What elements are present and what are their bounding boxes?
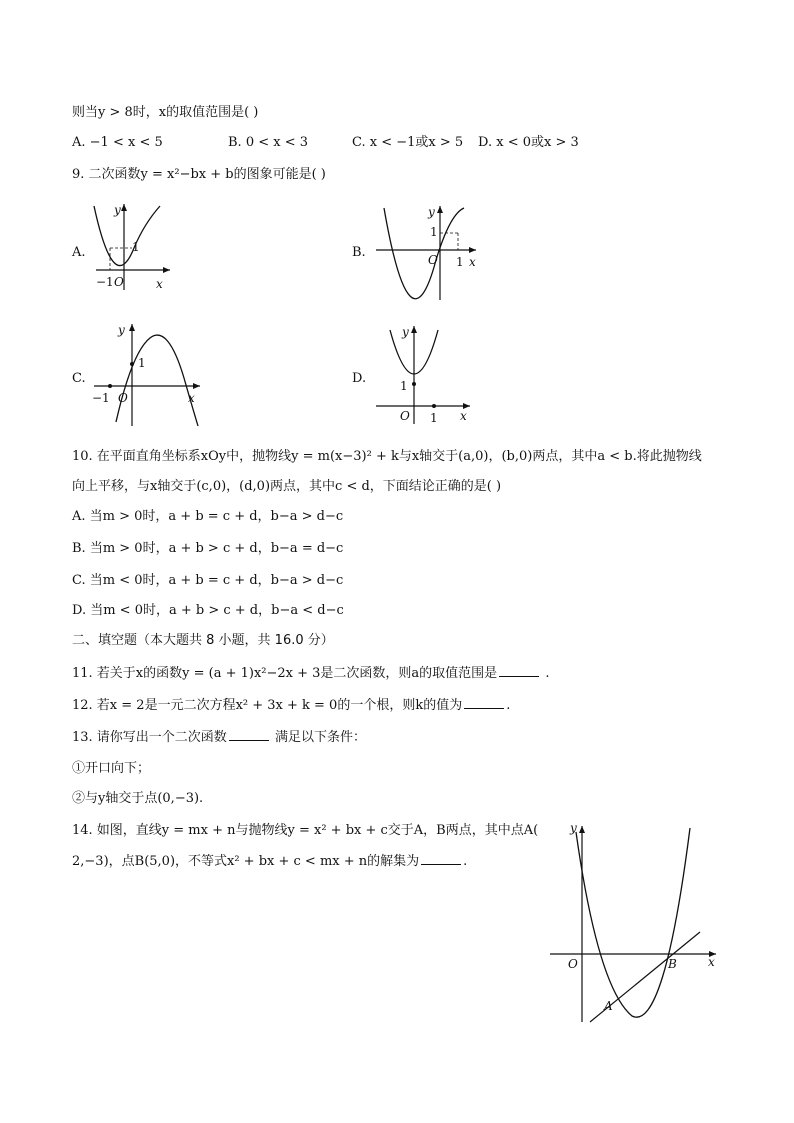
q14-origin-label: O [568, 957, 578, 971]
graph-a-x-label: x [156, 277, 163, 291]
q9-stem: 9. 二次函数y = x²−bx + b的图象可能是( ) [72, 167, 326, 182]
q14-point-a-label: A [604, 999, 613, 1013]
q9-option-c-label: C. [72, 371, 86, 386]
q12-answer-blank[interactable] [464, 696, 504, 709]
q14-line1: 14. 如图，直线y = mx + n与抛物线y = x² + bx + c交于A，B两点，其中点A( [72, 823, 539, 838]
q9-graph-a [88, 198, 188, 290]
graph-d-one-label-y: 1 [400, 379, 408, 393]
q13-condition-1: ①开口向下； [72, 761, 151, 776]
q8-option-c: C. x < −1或x > 5 [352, 135, 464, 150]
q14-figure [546, 818, 726, 1028]
graph-b-one-label-x: 1 [456, 255, 464, 269]
q13-text: 13. 请你写出一个二次函数 满足以下条件： [72, 730, 366, 745]
q10-option-b: B. 当m > 0时，a + b > c + d，b−a = d−c [72, 541, 344, 556]
q11-answer-blank[interactable] [499, 664, 539, 677]
q9-graph-c [88, 318, 208, 428]
q8-option-a: A. −1 < x < 5 [72, 135, 163, 150]
q12-text: 12. 若x = 2是一元二次方程x² + 3x + k = 0的一个根，则k的值为 . [72, 698, 511, 713]
q13-condition-2: ②与y轴交于点(0,−3). [72, 791, 204, 806]
q10-stem-line2: 向上平移，与x轴交于(c,0)，(d,0)两点，其中c < d，下面结论正确的是( ) [72, 479, 502, 494]
q10-option-c: C. 当m < 0时，a + b = c + d，b−a > d−c [72, 573, 344, 588]
graph-d-origin-label: O [400, 409, 410, 423]
graph-a-one-label: 1 [132, 240, 140, 254]
graph-c-origin-label: O [118, 391, 128, 405]
graph-d-y-label: y [402, 325, 409, 339]
q9-option-a-label: A. [72, 245, 86, 260]
q10-option-d: D. 当m < 0时，a + b > c + d，b−a < d−c [72, 603, 344, 618]
q10-option-a: A. 当m > 0时，a + b = c + d，b−a > d−c [72, 509, 344, 524]
graph-d-one-label-x: 1 [430, 411, 438, 425]
graph-b-one-label-y: 1 [430, 225, 438, 239]
section-title: 二、填空题（本大题共 8 小题，共 16.0 分） [72, 633, 334, 648]
graph-a-y-label: y [114, 203, 121, 217]
q9-option-b-label: B. [352, 245, 366, 260]
graph-c-one-label: 1 [138, 356, 146, 370]
q14-answer-blank[interactable] [421, 852, 461, 865]
q9-graph-d [372, 320, 476, 424]
graph-c-neg-one-label: −1 [92, 391, 110, 405]
q9-option-d-label: D. [352, 371, 367, 386]
q14-x-label: x [708, 955, 715, 969]
graph-b-x-label: x [469, 255, 476, 269]
q14-point-b-label: B [668, 957, 677, 971]
q8-option-b: B. 0 < x < 3 [228, 135, 309, 150]
graph-c-y-label: y [118, 323, 125, 337]
graph-a-origin-label: O [114, 275, 124, 289]
q13-answer-blank[interactable] [229, 728, 269, 741]
q9-graph-b [372, 200, 484, 304]
q8-stem: 则当y > 8时，x的取值范围是( ) [72, 105, 259, 120]
q10-stem-line1: 10. 在平面直角坐标系xOy中，抛物线y = m(x−3)² + k与x轴交于(a,0)，(b,0)两点，其中a < b.将此抛物线 [72, 449, 702, 464]
q14-y-label: y [570, 821, 577, 835]
q8-option-d: D. x < 0或x > 3 [478, 135, 579, 150]
q14-line2: 2,−3)，点B(5,0)，不等式x² + bx + c < mx + n的解集为 . [72, 854, 468, 869]
graph-d-x-label: x [460, 409, 467, 423]
graph-b-origin-label: O [428, 253, 438, 267]
graph-b-y-label: y [428, 205, 435, 219]
q11-text: 11. 若关于x的函数y = (a + 1)x²−2x + 3是二次函数，则a的取值范围是 . [72, 666, 550, 681]
graph-a-neg-one-label: −1 [96, 275, 114, 289]
graph-c-x-label: x [188, 391, 195, 405]
